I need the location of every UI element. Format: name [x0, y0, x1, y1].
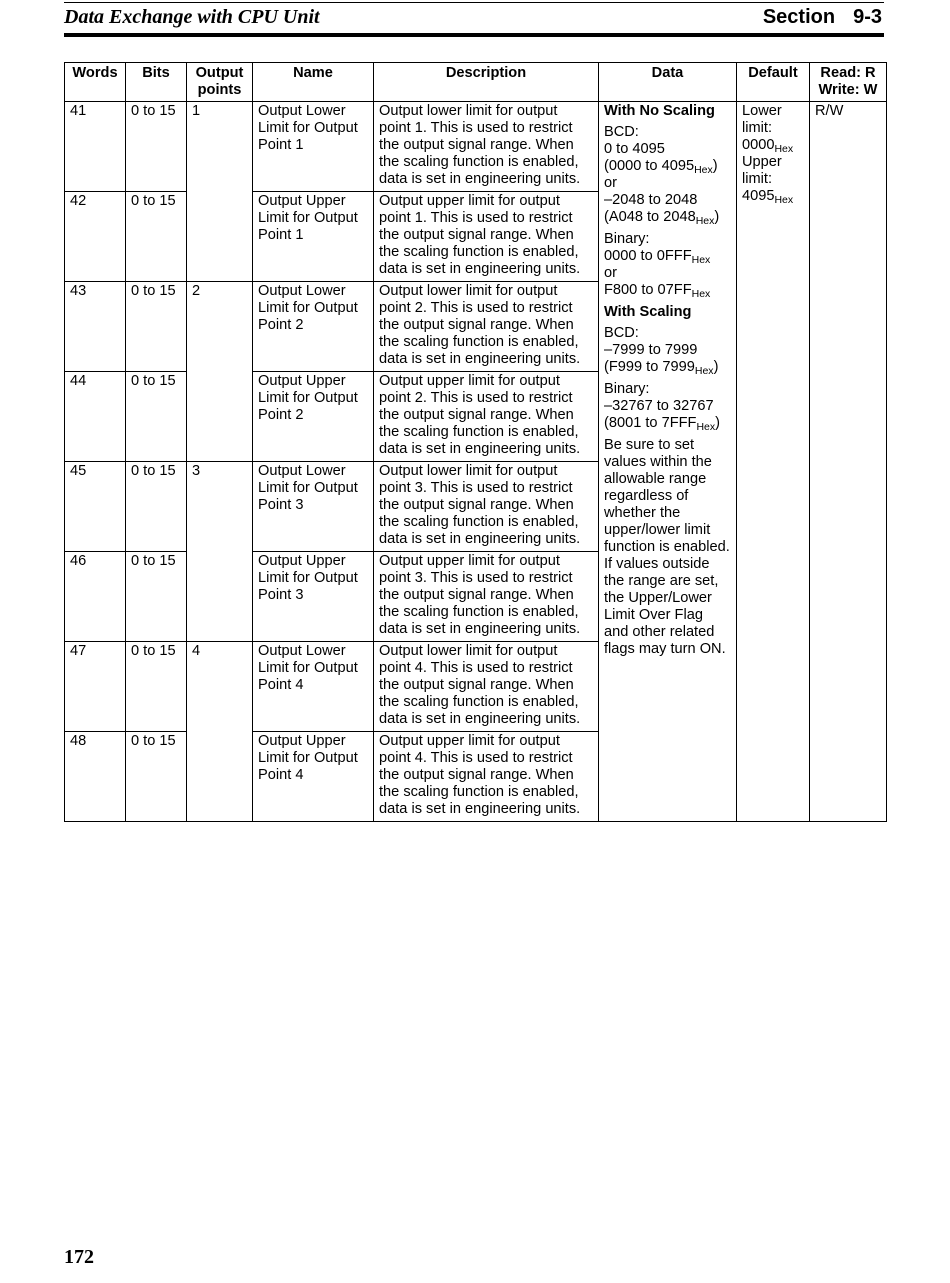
bcd-hex-2: (A048 to $2048_{Hex}$) — [604, 209, 720, 227]
section-word: Section — [762, 6, 836, 28]
default-lower-label-1: Lower — [742, 103, 782, 119]
bits-cell: 0 to 15 — [126, 552, 187, 642]
output-point-cell: 1 — [187, 102, 253, 282]
bits-cell: 0 to 15 — [126, 372, 187, 462]
output-point-cell: 3 — [187, 462, 253, 642]
scaling-title: With Scaling — [604, 304, 692, 320]
description-cell: Output lower limit for output point 3. This is used to restrict the output signal range. When the scaling function is enabled, data is set in engineering units. — [374, 462, 599, 552]
description-cell: Output lower limit for output point 4. This is used to restrict the output signal range. When the scaling function is enabled, data is set in engineering units. — [374, 642, 599, 732]
word-cell: 44 — [65, 372, 126, 462]
output-point-cell: 2 — [187, 282, 253, 462]
description-cell: Output upper limit for output point 4. This is used to restrict the output signal range. When the scaling function is enabled, data is set in engineering units. — [374, 732, 599, 822]
bcd-range-1: 0 to 4095 — [604, 141, 665, 157]
default-lower-label-2: limit: — [742, 120, 772, 136]
col-header-output-points-line1: Output — [195, 65, 244, 81]
read-write-cell: R/W — [810, 102, 887, 822]
section-number: 9-3 — [853, 6, 882, 28]
col-header-data: Data — [599, 63, 737, 102]
output-point-cell: 4 — [187, 642, 253, 822]
word-cell: 45 — [65, 462, 126, 552]
col-header-output-points-line2: points — [197, 82, 242, 98]
scaling-binary-range: –32767 to 32767 — [604, 398, 714, 414]
description-cell: Output lower limit for output point 1. This is used to restrict the output signal range. When the scaling function is enabled, data is set in engineering units. — [374, 102, 599, 192]
name-cell: Output Lower Limit for Output Point 3 — [253, 462, 374, 552]
default-cell — [737, 102, 810, 822]
col-header-write: Write: W — [818, 82, 878, 98]
bits-cell: 0 to 15 — [126, 192, 187, 282]
header-bottom-rule — [64, 33, 884, 37]
scaling-bcd — [604, 325, 731, 376]
col-header-words: Words — [65, 63, 126, 102]
table-row — [65, 102, 887, 192]
col-header-read-write — [810, 63, 887, 102]
data-range-cell — [599, 102, 737, 822]
range-note: Be sure to set values within the allowable range regardless of whether the upper/lower limit function is enabled. If values outside the range are set, the Upper/Lower Limit Over Flag and other related flags may turn ON. — [604, 437, 730, 657]
scaling-bcd-label: BCD: — [604, 325, 639, 341]
bits-cell: 0 to 15 — [126, 732, 187, 822]
page-number: 172 — [64, 1246, 94, 1268]
col-header-default: Default — [737, 63, 810, 102]
description-cell: Output upper limit for output point 3. This is used to restrict the output signal range. When the scaling function is enabled, data is set in engineering units. — [374, 552, 599, 642]
scaling-bcd-range: –7999 to 7999 — [604, 342, 698, 358]
scaling-binary — [604, 381, 731, 432]
scaling-binary-hex: (8001 to $7FFF_{Hex}$) — [604, 415, 721, 433]
col-header-description: Description — [374, 63, 599, 102]
name-cell: Output Lower Limit for Output Point 4 — [253, 642, 374, 732]
scaling-binary-label: Binary: — [604, 381, 650, 397]
or-2: or — [604, 265, 617, 281]
name-cell: Output Lower Limit for Output Point 2 — [253, 282, 374, 372]
description-cell: Output upper limit for output point 2. This is used to restrict the output signal range. When the scaling function is enabled, data is set in engineering units. — [374, 372, 599, 462]
bcd-range-2: –2048 to 2048 — [604, 192, 698, 208]
chapter-title: Data Exchange with CPU Unit — [64, 6, 320, 28]
name-cell: Output Upper Limit for Output Point 3 — [253, 552, 374, 642]
col-header-read: Read: R — [820, 65, 876, 81]
or-1: or — [604, 175, 617, 191]
no-scaling-bcd — [604, 124, 731, 226]
word-cell: 47 — [65, 642, 126, 732]
col-header-output-points — [187, 63, 253, 102]
binary-label: Binary: — [604, 231, 650, 247]
output-limit-table — [64, 62, 887, 822]
word-cell: 43 — [65, 282, 126, 372]
default-upper-label-1: Upper — [742, 154, 782, 170]
name-cell: Output Lower Limit for Output Point 1 — [253, 102, 374, 192]
default-lower-value: $0000_{Hex}$ — [742, 137, 794, 155]
bcd-hex-1: (0000 to $4095_{Hex}$) — [604, 158, 718, 176]
bits-cell: 0 to 15 — [126, 282, 187, 372]
header-top-rule — [64, 2, 884, 3]
name-cell: Output Upper Limit for Output Point 4 — [253, 732, 374, 822]
table-header-row — [65, 63, 887, 102]
description-cell: Output upper limit for output point 1. This is used to restrict the output signal range. When the scaling function is enabled, data is set in engineering units. — [374, 192, 599, 282]
bits-cell: 0 to 15 — [126, 462, 187, 552]
col-header-bits: Bits — [126, 63, 187, 102]
bcd-label: BCD: — [604, 124, 639, 140]
bits-cell: 0 to 15 — [126, 102, 187, 192]
default-upper-label-2: limit: — [742, 171, 772, 187]
section-label — [763, 6, 882, 29]
word-cell: 42 — [65, 192, 126, 282]
page-header — [64, 4, 884, 32]
description-cell: Output lower limit for output point 2. This is used to restrict the output signal range. When the scaling function is enabled, data is set in engineering units. — [374, 282, 599, 372]
bits-cell: 0 to 15 — [126, 642, 187, 732]
name-cell: Output Upper Limit for Output Point 2 — [253, 372, 374, 462]
word-cell: 41 — [65, 102, 126, 192]
name-cell: Output Upper Limit for Output Point 1 — [253, 192, 374, 282]
col-header-name: Name — [253, 63, 374, 102]
default-upper-value: $4095_{Hex}$ — [742, 188, 794, 206]
word-cell: 46 — [65, 552, 126, 642]
no-scaling-binary — [604, 231, 731, 299]
word-cell: 48 — [65, 732, 126, 822]
no-scaling-title: With No Scaling — [604, 103, 715, 119]
scaling-bcd-hex: (F999 to $7999_{Hex}$) — [604, 359, 719, 377]
binary-hex-1: 0000 to $0FFF_{Hex}$ — [604, 248, 711, 266]
binary-hex-2: F800 to $07FF_{Hex}$ — [604, 282, 711, 300]
